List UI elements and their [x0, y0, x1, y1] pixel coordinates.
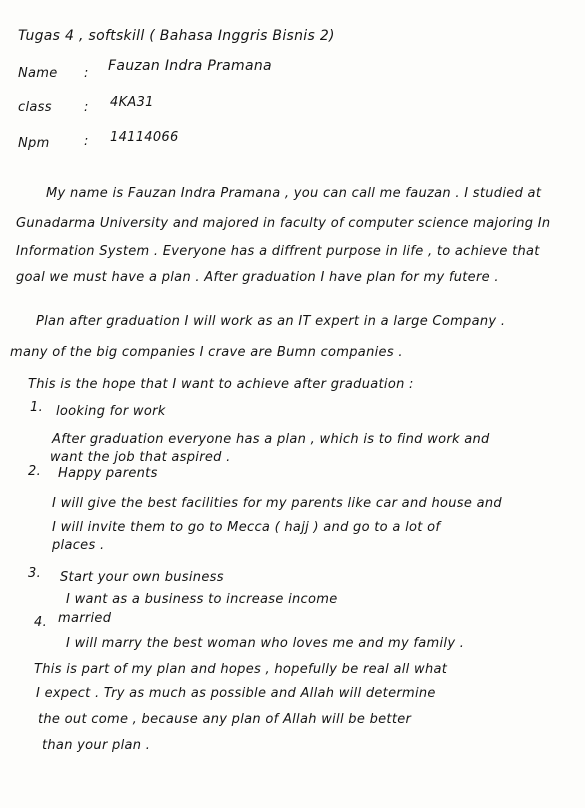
- intro-line: Gunadarma University and majored in faculty of computer science majoring In: [16, 216, 551, 231]
- name-value: Fauzan Indra Pramana: [108, 58, 272, 74]
- npm-separator: :: [84, 134, 89, 149]
- plan-line: many of the big companies I crave are Bumn companies .: [10, 345, 403, 360]
- item-body-line: I want as a business to increase income: [66, 592, 338, 607]
- npm-label: Npm: [18, 136, 50, 151]
- npm-value: 14114066: [110, 130, 179, 145]
- item-number: 1.: [30, 400, 44, 415]
- item-body-line: want the job that aspired .: [50, 450, 231, 465]
- item-body-line: I will invite them to go to Mecca ( hajj ) and go to a lot of: [52, 520, 441, 535]
- class-value: 4KA31: [110, 95, 154, 110]
- class-label: class: [18, 100, 52, 115]
- item-body-line: places .: [52, 538, 105, 553]
- plan-line: This is the hope that I want to achieve after graduation :: [28, 377, 414, 392]
- intro-line: Information System . Everyone has a diffrent purpose in life , to achieve that: [16, 244, 540, 259]
- name-label: Name: [18, 66, 58, 81]
- item-title: looking for work: [56, 404, 166, 419]
- closing-line: This is part of my plan and hopes , hopefully be real all what: [34, 662, 448, 677]
- class-separator: :: [84, 100, 89, 115]
- intro-line: My name is Fauzan Indra Pramana , you can call me fauzan . I studied at: [46, 186, 542, 201]
- item-body-line: After graduation everyone has a plan , which is to find work and: [52, 432, 490, 447]
- plan-line: Plan after graduation I will work as an IT expert in a large Company .: [36, 314, 506, 329]
- item-number: 3.: [28, 566, 42, 581]
- item-title: Start your own business: [60, 570, 224, 585]
- assignment-title: Tugas 4 , softskill ( Bahasa Inggris Bisnis 2): [18, 28, 335, 44]
- item-number: 4.: [34, 615, 48, 630]
- item-number: 2.: [28, 464, 42, 479]
- closing-line: the out come , because any plan of Allah will be better: [38, 712, 412, 727]
- item-title: Happy parents: [58, 466, 158, 481]
- item-title: married: [58, 611, 112, 626]
- closing-line: I expect . Try as much as possible and Allah will determine: [36, 686, 436, 701]
- item-body-line: I will marry the best woman who loves me and my family .: [66, 636, 465, 651]
- intro-line: goal we must have a plan . After graduation I have plan for my futere .: [16, 270, 499, 285]
- closing-line: than your plan .: [42, 738, 151, 753]
- name-separator: :: [84, 66, 89, 81]
- item-body-line: I will give the best facilities for my parents like car and house and: [52, 496, 502, 511]
